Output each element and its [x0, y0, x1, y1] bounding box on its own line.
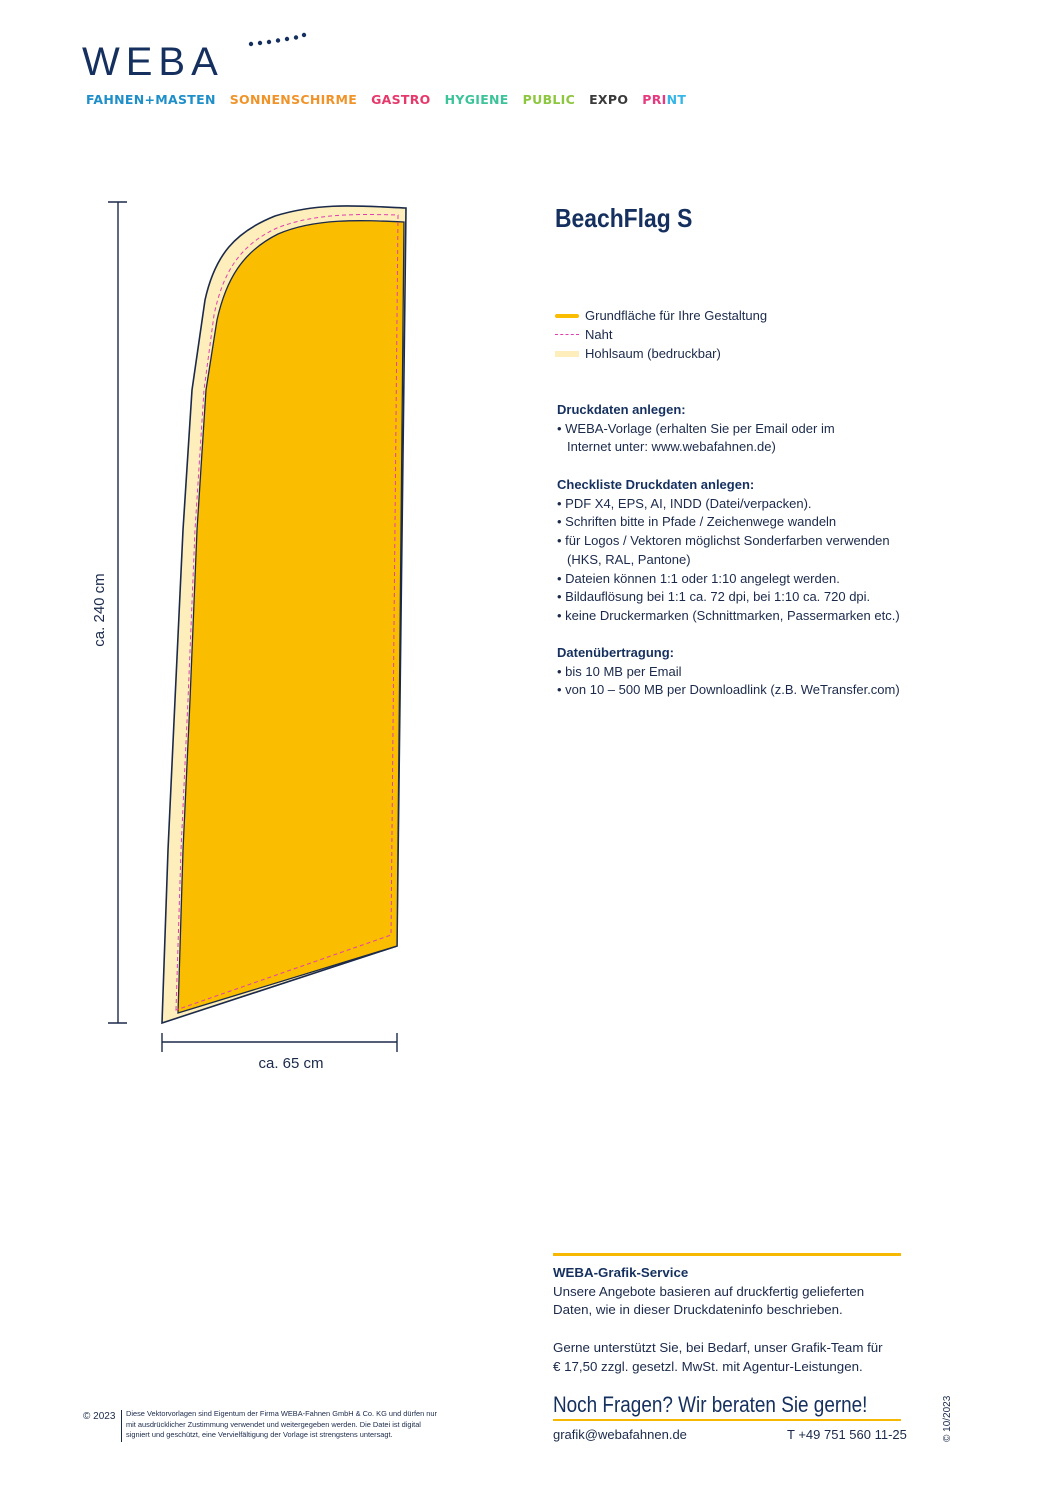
product-title: BeachFlag S	[555, 203, 693, 233]
flag-technical-drawing	[91, 195, 420, 1075]
version-date: © 10/2023	[942, 1395, 953, 1442]
seam-swatch	[555, 334, 579, 335]
contact-email-link[interactable]: grafik@webafahnen.de	[553, 1427, 687, 1442]
cta-divider	[553, 1419, 901, 1421]
brand-print[interactable]	[642, 92, 686, 107]
list-item: • Bildauflösung bei 1:1 ca. 72 dpi, bei 1:10 ca. 720 dpi.	[557, 589, 871, 605]
brand-hygiene[interactable]: HYGIENE	[444, 92, 509, 107]
list-item: • Dateien können 1:1 oder 1:10 angelegt werden.	[557, 570, 840, 586]
brand-gastro[interactable]: GASTRO	[371, 92, 431, 107]
service-heading: WEBA-Grafik-Service	[553, 1265, 689, 1280]
print-area-swatch	[555, 314, 579, 318]
service-divider	[553, 1253, 901, 1256]
height-dimension	[108, 202, 127, 1023]
brand-navigation	[86, 92, 686, 107]
copyright: © 2023	[83, 1411, 116, 1422]
list-item: • WEBA-Vorlage (erhalten Sie per Email oder im Internet unter: www.webafahnen.de)	[557, 420, 835, 455]
contact-phone[interactable]: T +49 751 560 11-25	[787, 1427, 907, 1442]
brand-public[interactable]: PUBLIC	[522, 92, 576, 107]
section-heading: Datenübertragung:	[557, 645, 674, 660]
list-item: • PDF X4, EPS, AI, INDD (Datei/verpacken).	[557, 495, 812, 511]
brand-sonnenschirme[interactable]: SONNENSCHIRME	[229, 92, 358, 107]
list-item: • keine Druckermarken (Schnittmarken, Passermarken etc.)	[557, 607, 900, 623]
contact-cta: Noch Fragen? Wir beraten Sie gerne!	[553, 1392, 868, 1417]
logo-text: WEBA	[82, 40, 224, 84]
legend-label: Naht	[585, 327, 613, 342]
width-dimension	[162, 1033, 397, 1052]
section-heading: Checkliste Druckdaten anlegen:	[557, 477, 755, 492]
section-datenuebertragung	[557, 644, 937, 700]
list-item: • Schriften bitte in Pfade / Zeichenwege wandeln	[557, 514, 837, 530]
brand-print-part-a: PRI	[642, 92, 667, 107]
weba-logo	[80, 30, 320, 82]
legend-item-seam	[555, 325, 767, 344]
service-paragraph-1: Unsere Angebote basieren auf druckfertig gelieferten Daten, wie in dieser Druckdateninfo beschrieben.	[553, 1283, 865, 1318]
grafik-service	[553, 1264, 913, 1377]
hem-swatch	[555, 351, 579, 357]
height-label: ca. 240 cm	[91, 573, 108, 647]
legend-label: Hohlsaum (bedruckbar)	[585, 346, 721, 361]
legal-notice: Diese Vektorvorlagen sind Eigentum der Firma WEBA-Fahnen GmbH & Co. KG und dürfen nur mit ausdrücklicher Zustimmung verwendet und weitergegeben werden. Die Datei ist digital signiert und geschützt, eine Vervielfältigung der Vorlage ist strengstens untersagt.	[126, 1409, 437, 1440]
service-paragraph-2: Gerne unterstützt Sie, bei Bedarf, unser Grafik-Team für € 17,50 zzgl. gesetzl. MwSt. mit Agentur-Leistungen.	[553, 1340, 883, 1374]
legend-item-hem	[555, 344, 767, 363]
list-item: • für Logos / Vektoren möglichst Sonderfarben verwenden (HKS, RAL, Pantone)	[557, 533, 890, 567]
legend-label: Grundfläche für Ihre Gestaltung	[585, 308, 768, 323]
logo-dots-icon	[249, 33, 306, 46]
brand-print-part-b: NT	[666, 92, 687, 107]
legal-divider	[121, 1410, 122, 1442]
section-druckdaten	[557, 401, 937, 457]
section-heading: Druckdaten anlegen:	[557, 402, 686, 417]
legend	[555, 306, 767, 363]
list-item: • von 10 – 500 MB per Downloadlink (z.B. WeTransfer.com)	[557, 682, 900, 698]
brand-fahnen-masten[interactable]: FAHNEN+MASTEN	[86, 92, 216, 107]
section-checkliste	[557, 476, 937, 626]
legend-item-print-area	[555, 306, 767, 325]
width-label: ca. 65 cm	[258, 1055, 324, 1072]
brand-expo[interactable]: EXPO	[589, 92, 629, 107]
list-item: • bis 10 MB per Email	[557, 663, 682, 679]
